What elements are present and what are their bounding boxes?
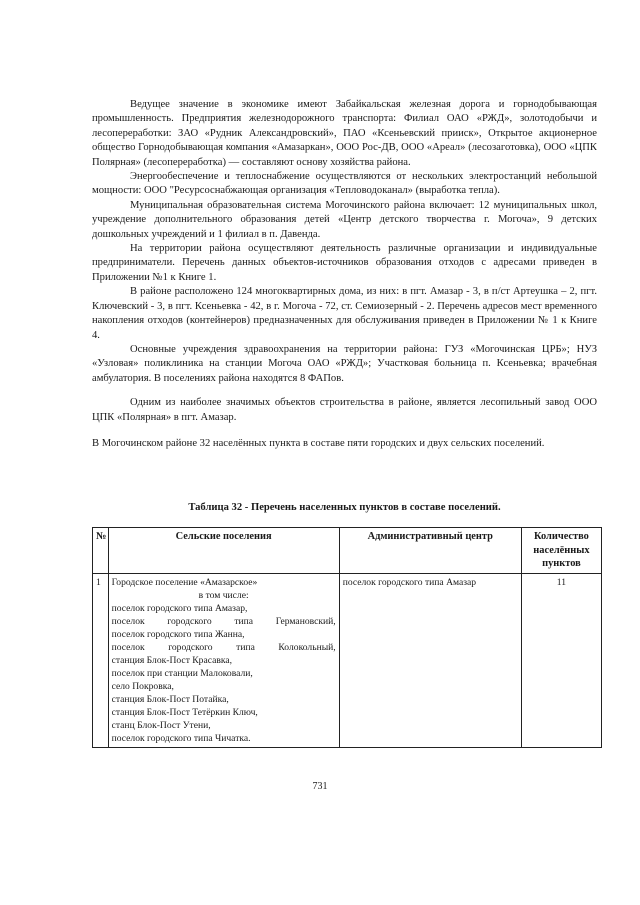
row-settlement-cell: [108, 573, 339, 747]
list-item: поселок городского типа Чичатка.: [111, 732, 251, 744]
paragraph-organizations: На территории района осуществляют деятельность различные организации и индивидуальные предприниматели. Перечень данных объектов-источников образования отходов с адресами приведен в Приложении №1 к Книге 1.: [92, 243, 597, 283]
paragraph-economy: Ведущее значение в экономике имеют Забайкальская железная дорога и горнодобывающая промышленность. Предприятия железнодорожного транспорта: Филиал ОАО «РЖД», золотодобычи и лесопереработки: ЗАО «Рудник Александровский», ПАО «Ксеньевский прииск», Открытое акционерное общество Горнодобывающая компания «Амазаркан», ООО Рос-ДВ, ООО «Ареал» (лесозаготовка), ООО «ЦПК Полярная» (лесопереработка) — составляют основу хозяйства района.: [92, 99, 597, 168]
list-item: станция Блок-Пост Красавка,: [111, 654, 233, 666]
list-item: станция Блок-Пост Тетёркин Ключ,: [111, 706, 258, 718]
row-admin-center: поселок городского типа Амазар: [339, 573, 521, 747]
list-item: станц Блок-Пост Утени,: [111, 719, 211, 731]
list-item: поселок при станции Малоковали,: [111, 667, 253, 679]
header-number: №: [93, 528, 109, 574]
header-admin-center: Административный центр: [339, 528, 521, 574]
header-settlement-count: Количество населённых пунктов: [521, 528, 601, 574]
body-text: [92, 98, 597, 451]
settlements-table: [92, 527, 602, 748]
table-header-row: [93, 528, 602, 574]
settlement-name: Городское поселение «Амазарское»: [111, 576, 258, 588]
header-rural-settlements: Сельские поселения: [108, 528, 339, 574]
page-number: 731: [312, 781, 328, 792]
paragraph-settlements: В Могочинском районе 32 населённых пункта в составе пяти городских и двух сельских поселений.: [92, 437, 545, 449]
including-label: в том числе:: [198, 589, 249, 601]
table-row: [93, 573, 602, 747]
table-caption: Таблица 32 - Перечень населенных пунктов в составе поселений.: [188, 502, 501, 513]
paragraph-housing: В районе расположено 124 многоквартирных дома, из них: в пгт. Амазар - 3, в п/ст Артеушка – 2, пгт. Ключевский - 3, в пгт. Ксеньевка - 42, в г. Могоча - 72, ст. Семиозерный - 2. Перечень адресов мест временного накопления отходов (контейнеров) предназначенных для обслуживания приведен в Приложении № 1 к Книге 4.: [92, 286, 597, 341]
list-item: поселок городского типа Германовский,: [111, 615, 336, 627]
list-item: станция Блок-Пост Потайка,: [111, 693, 229, 705]
list-item: поселок городского типа Колокольный,: [111, 641, 336, 653]
paragraph-healthcare: Основные учреждения здравоохранения на территории района: ГУЗ «Могочинская ЦРБ»; НУЗ «Узловая» поликлиника на станции Могоча ОАО «РЖД»; Участковая больница п. Ксеньевка; врачебная амбулатория. В поселениях района находятся 8 ФАПов.: [92, 343, 597, 384]
paragraph-education: Муниципальная образовательная система Могочинского района включает: 12 муниципальных школ, учреждение дополнительного образования детей «Центр детского творчества г. Могоча», 9 детских дошкольных учреждений и 1 филиал в п. Давенда.: [92, 199, 597, 240]
row-number: 1: [93, 573, 109, 747]
row-count: 11: [521, 573, 601, 747]
list-item: поселок городского типа Амазар,: [111, 602, 248, 614]
list-item: поселок городского типа Жанна,: [111, 628, 245, 640]
paragraph-construction: Одним из наиболее значимых объектов строительства в районе, является лесопильный завод ООО ЦПК «Полярная» в пгт. Амазар.: [92, 397, 597, 423]
list-item: село Покровка,: [111, 680, 174, 692]
paragraph-energy: Энергообеспечение и теплоснабжение осуществляются от нескольких электростанций небольшой мощности: ООО "Ресурсоснабжающая организация «Тепловодоканал» (выработка тепла).: [92, 171, 597, 197]
